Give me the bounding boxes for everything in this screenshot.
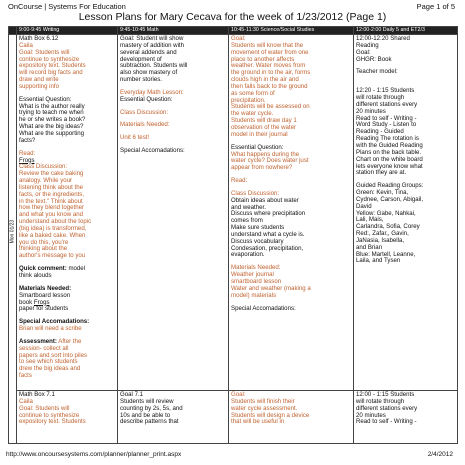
text-line: that will be useful in: [231, 418, 285, 426]
text-line: movement of water from one: [231, 48, 309, 56]
text-line: Goal: Students will: [19, 404, 70, 412]
text-line: development of: [120, 55, 162, 63]
text-line: Condesation, precipitation,: [231, 244, 304, 252]
text-line: Goal: Students will: [19, 48, 70, 56]
daily5-cell: [354, 35, 458, 391]
text-line: water cycle? Does water just: [231, 157, 309, 165]
science-goal: [231, 36, 351, 139]
writing-quick-comment: Quick comment: model: [19, 265, 86, 273]
math-essential-question: [120, 97, 226, 104]
text-line: Discuss where precipitation: [231, 210, 306, 218]
text-line: David: [356, 202, 372, 210]
text-line: Class Discussion:: [231, 189, 280, 197]
writing-materials-book: book Frogs: [19, 298, 50, 306]
text-line: the ground in to the air, forms: [231, 69, 311, 77]
writing-materials-label: Materials Needed:: [19, 284, 72, 292]
writing-cell-2: [17, 391, 118, 444]
text-line: mastery of addition with: [120, 41, 185, 49]
text-line: weather. Water moves from: [231, 62, 306, 70]
materials-book-link[interactable]: Frogs: [33, 298, 50, 306]
science-essential-question: [231, 152, 351, 173]
text-line: 12:00-12:20 Shared: [356, 35, 410, 42]
text-line: Essential Question:: [231, 143, 284, 151]
text-line: Read to self - Writing -: [356, 114, 417, 122]
text-line: smartboard lesson: [231, 278, 282, 285]
writing2-goal: [19, 399, 115, 426]
text-line: counting by 2s, 5s, and: [120, 404, 183, 412]
text-line: different stations every: [356, 100, 418, 108]
text-line: several addends and: [120, 48, 177, 56]
text-line: Plans on the back table.: [356, 148, 422, 156]
text-line: the water cycle.: [231, 110, 274, 118]
text-line: 10s and be able to: [120, 411, 171, 419]
text-line: will rotate through: [356, 397, 405, 405]
text-line: Lali, Mais,: [356, 216, 384, 224]
science2-goal: [231, 392, 351, 426]
text-line: model in their journal: [231, 130, 288, 138]
column-header-science: 10:45-11:30 Science/Social Studies: [229, 27, 354, 35]
text-line: papers and sort into piles: [19, 351, 88, 359]
math-goal: [120, 36, 226, 84]
text-line: Goal:: [356, 48, 371, 56]
text-line: 20 minutes: [356, 107, 386, 115]
text-line: Math Box 7.1: [19, 391, 55, 398]
text-line: trying to teach me when: [19, 109, 84, 117]
text-line: continue to synthesize: [19, 411, 80, 419]
header-corner: [9, 27, 17, 35]
daily5-2-rotation: [356, 392, 455, 426]
text-line: Essential Question:: [19, 95, 72, 103]
text-line: he or she writes a book?: [19, 116, 86, 124]
text-line: What happens during the: [231, 150, 300, 158]
text-line: 12:20 - 1:15 Students: [356, 87, 415, 95]
text-line: facts?: [19, 136, 36, 144]
text-line: will rotate through: [356, 94, 405, 102]
text-line: Students will draw day 1: [231, 117, 297, 125]
text-line: like a baked cake. When: [19, 231, 86, 239]
text-line: water cycle assessment.: [231, 404, 298, 412]
text-line: expository text. Students: [19, 418, 86, 426]
text-line: Materials Needed:: [231, 264, 281, 272]
text-line: Guided Reading Groups:: [356, 182, 424, 190]
text-line: will record big facts and: [19, 69, 83, 77]
text-line: Students will know that the: [231, 41, 304, 49]
science-cell: [229, 35, 354, 391]
text-line: What are the supporting: [19, 129, 85, 137]
text-line: listening think about the: [19, 183, 84, 191]
column-header-math: 9:45-10:45 Math: [118, 27, 229, 35]
text-line: session- collect all: [19, 344, 69, 352]
writing-goal-heading: [19, 36, 115, 43]
text-line: Caila: [19, 397, 33, 405]
text-line: supporting info: [19, 82, 59, 90]
daily5-cell-2: [354, 391, 458, 444]
text-line: station they are at.: [356, 169, 407, 177]
text-line: Read to self - Writing -: [356, 418, 417, 426]
text-line: Chart on the white board: [356, 155, 423, 163]
daily5-guided-reading-groups: [356, 183, 455, 265]
text-line: comes from: [231, 217, 263, 225]
text-line: understand what a cycle is.: [231, 230, 305, 238]
math-materials-label: [120, 122, 226, 129]
text-line: What is the author really: [19, 102, 85, 110]
text-line: precipitation.: [231, 96, 266, 104]
text-line: number stories.: [120, 76, 162, 84]
text-line: then falls back to the ground: [231, 82, 308, 90]
math-class-discussion: [120, 110, 226, 117]
math2-goal: [120, 392, 226, 426]
footer-url: http://www.oncoursesystems.com/planner/planner_print.aspx: [6, 451, 182, 458]
writing-special-label: Special Accomadations:: [19, 318, 90, 326]
text-line: clouds high in the air and: [231, 76, 299, 84]
table-row: [9, 35, 458, 391]
text-line: GHGR: Book: [356, 55, 392, 63]
table-row: [9, 391, 458, 444]
writing-goal: [19, 43, 115, 91]
text-line: Obtain ideas about water: [231, 196, 299, 204]
text-line: thinking about the: [19, 245, 68, 253]
writing-assessment: Assessment: After the: [19, 337, 82, 345]
text-line: Brian will need a scribe: [19, 325, 82, 333]
page-indicator: Page 1 of 5: [416, 2, 455, 11]
text-line: Class Discussion:: [19, 163, 68, 171]
math-materials: [120, 135, 226, 142]
writing-materials-paper: [19, 306, 115, 313]
text-line: Class Discussion:: [120, 108, 169, 116]
text-line: describe patterns that: [120, 418, 179, 426]
text-line: also show mastery of: [120, 69, 178, 77]
text-line: continue to synthesize: [19, 55, 80, 63]
text-line: lets everyone know what: [356, 162, 423, 170]
site-title: OnCourse | Systems For Education: [8, 2, 126, 11]
text-line: facts: [19, 372, 32, 380]
lesson-plan-table: [8, 26, 458, 444]
text-line: Red:, Zafar,, Gavin,: [356, 230, 409, 238]
daily5-shared-reading: [356, 36, 455, 63]
text-line: Everyday Math Lesson:: [120, 88, 184, 96]
math-cell: [118, 35, 229, 391]
column-header-daily5: 12:00-2:00 Daily 5 and ET2/3: [354, 27, 458, 35]
writing-quick-comment-tail: think alouds: [19, 272, 52, 279]
page-title: Lesson Plans for Mary Cecava for the week of 1/23/2012 (Page 1): [78, 11, 387, 23]
text-line: (big idea) is transformed,: [19, 224, 87, 232]
text-line: Laila, and Tysen: [356, 257, 401, 265]
text-line: Reading - Guided: [356, 128, 404, 136]
writing-read-book-link[interactable]: Frogs: [19, 156, 35, 164]
science-materials: [231, 265, 351, 299]
text-line: draw and write: [19, 76, 59, 84]
text-line: subtraction. Students will: [120, 62, 188, 70]
text-line: place to another affects: [231, 55, 295, 63]
text-line: Goal:: [231, 35, 246, 42]
science-class-discussion: [231, 198, 351, 260]
text-line: Discuss vocabulary: [231, 237, 284, 245]
text-line: Review the cake baking: [19, 170, 84, 178]
text-line: Students will design a device: [231, 411, 310, 419]
writing-cell: [17, 35, 118, 391]
text-line: Students will review: [120, 397, 174, 405]
text-line: facts, or the ingredients,: [19, 190, 85, 198]
text-line: Reading: [356, 41, 379, 49]
math-cell-2: [118, 391, 229, 444]
text-line: drew the big ideas and: [19, 365, 81, 373]
text-line: 20 minutes: [356, 411, 386, 419]
text-line: Caila: [19, 41, 33, 49]
text-line: as some form of: [231, 89, 275, 97]
text-line: Special Accomadations:: [120, 147, 185, 155]
text-line: Carlandra, Sofia, Corey: [356, 223, 420, 231]
table-header-row: [9, 27, 458, 35]
writing-assessment-detail: [19, 346, 115, 380]
text-line: expository text. Students: [19, 62, 86, 70]
text-line: Goal: Student will show: [120, 35, 184, 42]
text-line: with the Guided Reading: [356, 141, 423, 149]
text-line: observation of the water: [231, 123, 297, 131]
text-line: how they blend together: [19, 204, 85, 212]
text-line: Read:: [19, 149, 36, 157]
text-line: paper for students: [19, 305, 69, 313]
text-line: analogy. While your: [19, 177, 73, 185]
text-line: Blue: Martell, Leanne,: [356, 250, 416, 258]
text-line: Word Study - Listen to: [356, 121, 417, 129]
text-line: author's message to you: [19, 252, 86, 260]
writing-class-discussion: [19, 164, 115, 260]
text-line: Weather journal: [231, 271, 274, 279]
text-line: and Brian: [356, 243, 383, 251]
science-special: [231, 306, 351, 313]
text-line: you do this, you're: [19, 238, 69, 246]
text-line: Green: Kevin, Tina,: [356, 189, 409, 197]
text-line: appear from nowhere?: [231, 164, 293, 172]
text-line: Cydnee, Carson, Abigail,: [356, 195, 424, 203]
text-line: Students will be assessed on: [231, 103, 310, 111]
text-line: Math Box 6.12: [19, 35, 59, 42]
text-line: and what you know and: [19, 211, 84, 219]
text-line: evaporation.: [231, 251, 265, 259]
text-line: different stations every: [356, 404, 418, 412]
column-header-writing: 9:00-9:45 Writing: [17, 27, 118, 35]
text-line: model) materials: [231, 291, 277, 299]
day-label: Mon 01/23: [9, 219, 16, 243]
text-line: Goal:: [231, 391, 246, 398]
writing-essential-question: [19, 97, 115, 145]
text-line: 12:00 - 1:15 Students: [356, 391, 415, 398]
text-line: Special Accomadations:: [231, 304, 296, 312]
text-line: Water and weather (making a: [231, 284, 311, 292]
text-line: to see which students: [19, 358, 78, 366]
science-read-label: [231, 178, 351, 185]
text-line: Yellow: Gabe, Nahkai,: [356, 209, 416, 217]
writing2-heading: [19, 392, 115, 399]
math-special: [120, 148, 226, 155]
text-line: Students will finish their: [231, 397, 295, 405]
text-line: Read:: [231, 177, 248, 185]
text-line: JaNasia, Isabella,: [356, 236, 405, 244]
text-line: What are the big ideas?: [19, 123, 84, 131]
day-label-cell: [9, 35, 17, 444]
footer-date: 2/4/2012: [427, 451, 453, 458]
text-line: understand about the topic: [19, 218, 92, 226]
text-line: Make sure students: [231, 224, 285, 232]
text-line: Materials Needed:: [120, 121, 170, 129]
daily5-teacher-model: [356, 69, 455, 76]
text-line: Teacher model:: [356, 68, 398, 76]
daily5-rotation: [356, 88, 455, 177]
text-line: in the text." Think about: [19, 197, 83, 205]
text-line: Reading The rotation is: [356, 135, 419, 143]
text-line: and weather.: [231, 203, 266, 211]
text-line: Smartboard lesson: [19, 291, 71, 299]
writing-special: [19, 326, 115, 333]
science-cell-2: [229, 391, 354, 444]
text-line: Goal 7.1: [120, 391, 144, 398]
text-line: Unit 6 test!: [120, 134, 150, 142]
text-line: Essential Question:: [120, 95, 173, 103]
